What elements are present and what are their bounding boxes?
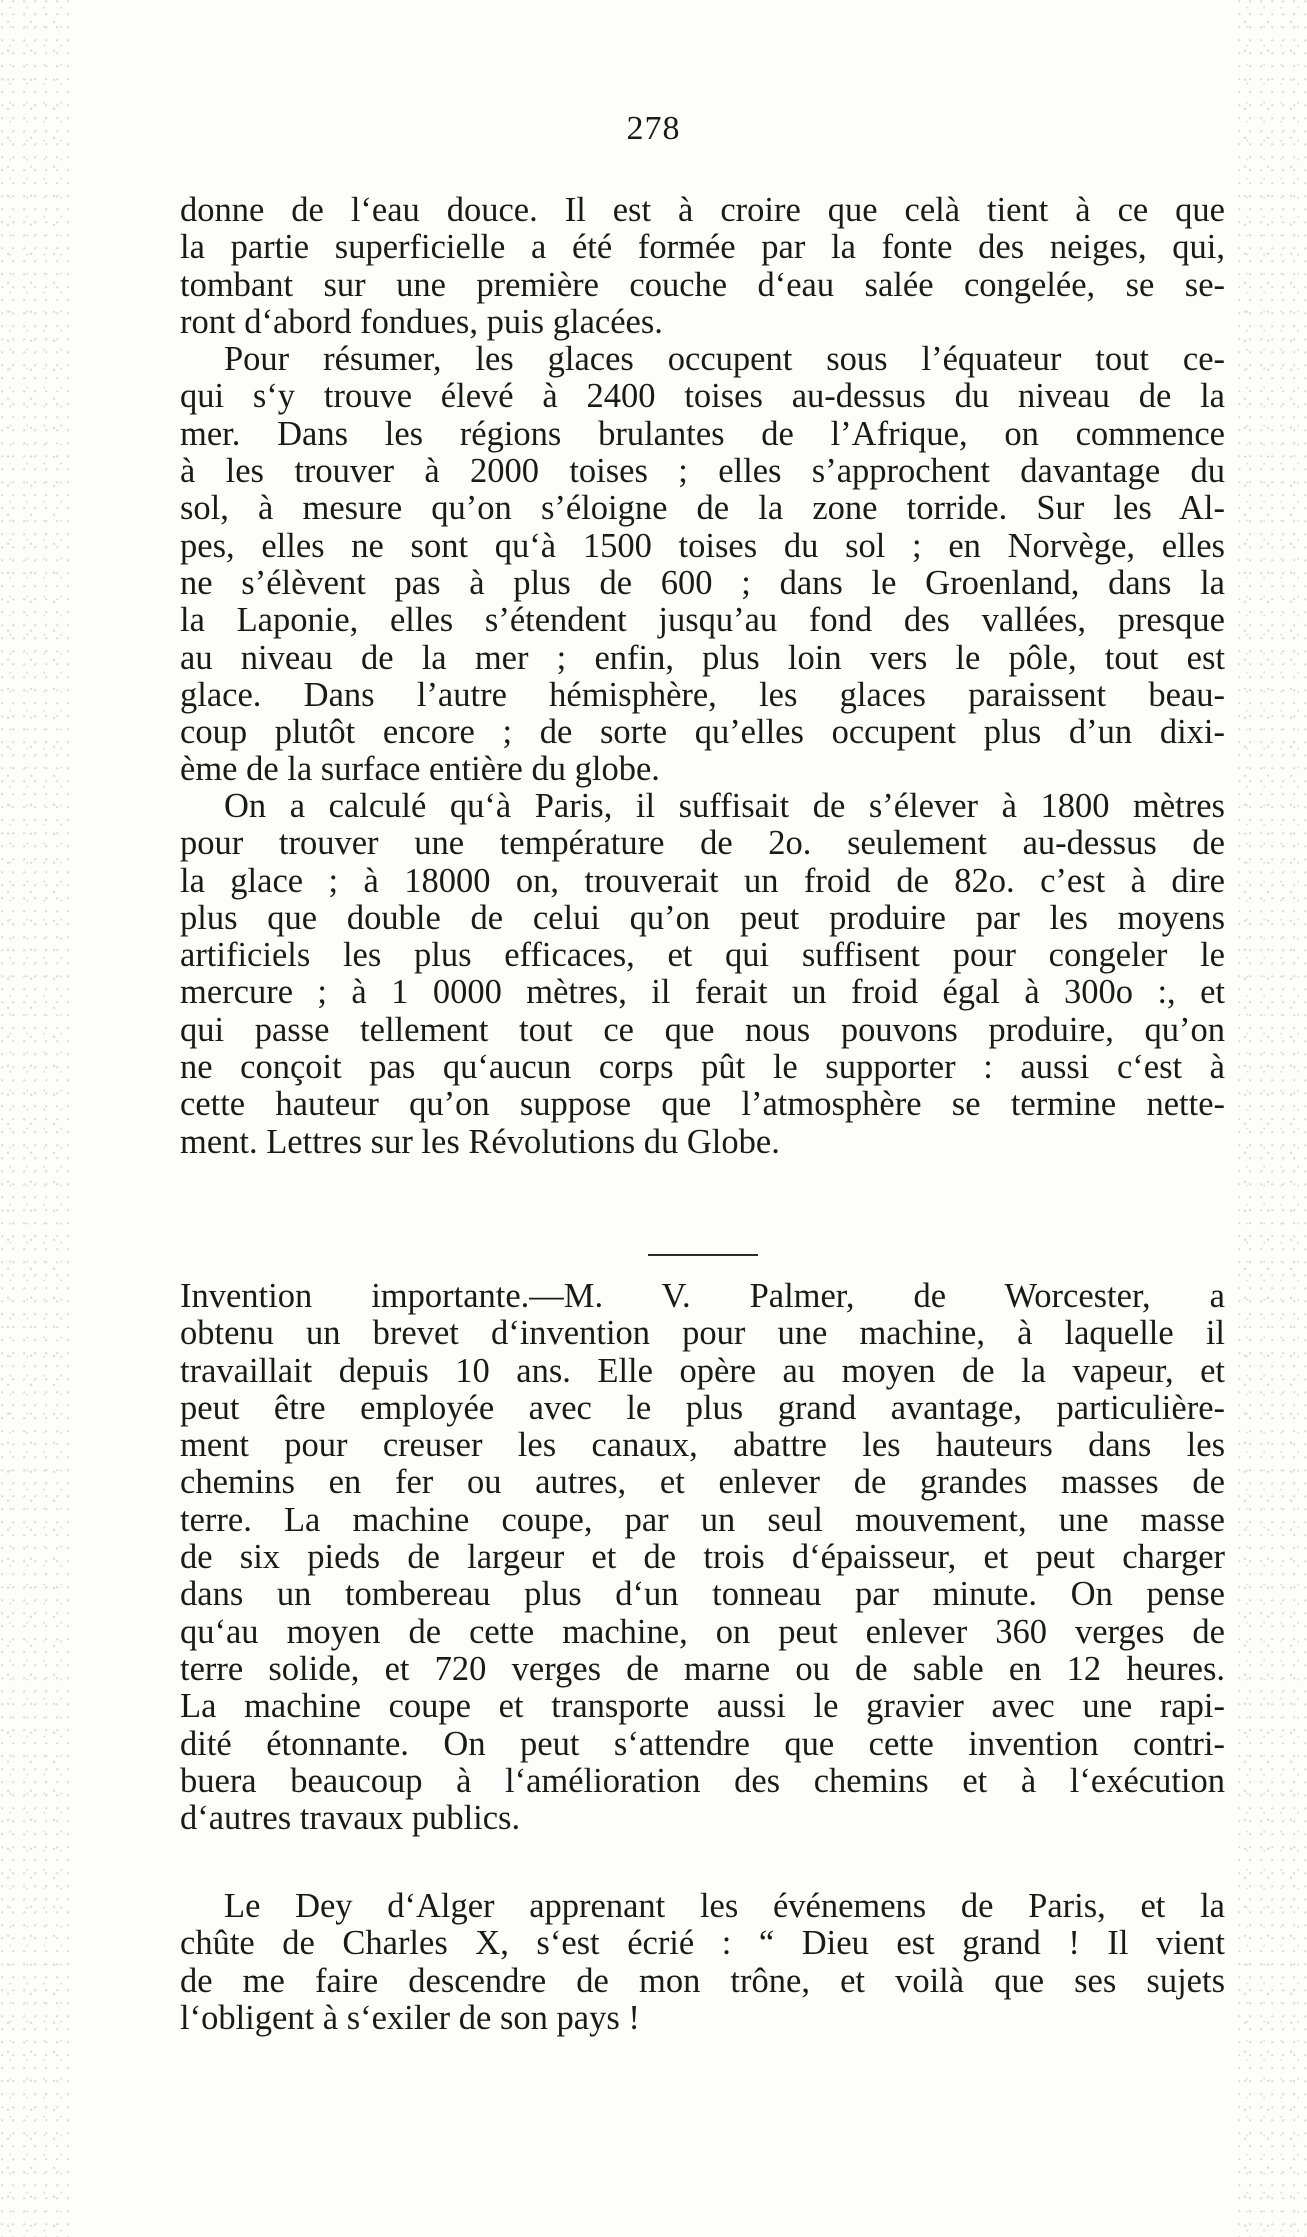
text-line: de six pieds de largeur et de trois d‘épaisseur, et peut charger — [180, 1538, 1225, 1577]
text-line: qui passe tellement tout ce que nous pouvons produire, qu’on — [180, 1010, 1225, 1049]
paragraph-glaces — [180, 192, 1225, 789]
text-line: plus que double de celui qu’on peut produire par les moyens — [180, 898, 1225, 937]
text-line: ème de la surface entière du globe. — [180, 750, 660, 789]
text-line: pes, elles ne sont qu‘à 1500 toises du sol ; en Norvège, elles — [180, 526, 1225, 565]
paragraph-invention — [180, 1278, 1225, 1837]
text-line: de me faire descendre de mon trône, et voilà que ses sujets — [180, 1961, 1225, 2000]
text-line: obtenu un brevet d‘invention pour une machine, à laquelle il — [180, 1314, 1225, 1353]
text-line: donne de l‘eau douce. Il est à croire que celà tient à ce que — [180, 191, 1225, 229]
text-line: la partie superficielle a été formée par la fonte des neiges, qui, — [180, 228, 1225, 267]
page-number: 278 — [626, 110, 681, 147]
text-line: chemins en fer ou autres, et enlever de grandes masses de — [180, 1463, 1225, 1502]
text-line: l‘obligent à s‘exiler de son pays ! — [180, 1998, 640, 2037]
paragraph-paris — [180, 788, 1225, 1161]
text-line: On a calculé qu‘à Paris, il suffisait de s’élever à 1800 mètres — [224, 787, 1225, 825]
text-line: d‘autres travaux publics. — [180, 1799, 521, 1838]
text-line: terre. La machine coupe, par un seul mouvement, une masse — [180, 1500, 1225, 1539]
text-line: coup plutôt encore ; de sorte qu’elles occupent plus d’un dixi- — [180, 713, 1225, 752]
text-line: ment. Lettres sur les Révolutions du Globe. — [180, 1122, 780, 1161]
text-line: artificiels les plus efficaces, et qui suffisent pour congeler le — [180, 936, 1225, 975]
scan-speckle-left — [0, 0, 70, 2237]
text-line: dité étonnante. On peut s‘attendre que cette invention contri- — [180, 1724, 1225, 1763]
text-line: qu‘au moyen de cette machine, on peut enlever 360 verges de — [180, 1612, 1225, 1651]
text-line: peut être employée avec le plus grand avantage, particulière- — [180, 1388, 1225, 1427]
text-line: ne conçoit pas qu‘aucun corps pût le supporter : aussi c‘est à — [180, 1048, 1225, 1087]
text-line: terre solide, et 720 verges de marne ou de sable en 12 heures. — [180, 1649, 1225, 1688]
text-line: tombant sur une première couche d‘eau salée congelée, se se- — [180, 265, 1225, 304]
text-line: à les trouver à 2000 toises ; elles s’approchent davantage du — [180, 452, 1225, 491]
text-line: Invention importante.—M. V. Palmer, de Worcester, a — [180, 1277, 1225, 1315]
text-line: ne s’élèvent pas à plus de 600 ; dans le Groenland, dans la — [180, 563, 1225, 602]
text-line: mer. Dans les régions brulantes de l’Afrique, on commence — [180, 414, 1225, 453]
text-line: cette hauteur qu’on suppose que l’atmosphère se termine nette- — [180, 1085, 1225, 1124]
text-line: ront d‘abord fondues, puis glacées. — [180, 302, 663, 341]
text-line: La machine coupe et transporte aussi le gravier avec une rapi- — [180, 1687, 1225, 1726]
text-line: chûte de Charles X, s‘est écrié : “ Dieu est grand ! Il vient — [180, 1924, 1225, 1963]
text-line: travaillait depuis 10 ans. Elle opère au moyen de la vapeur, et — [180, 1351, 1225, 1390]
text-line: Le Dey d‘Alger apprenant les événemens de Paris, et la — [224, 1887, 1225, 1925]
text-line: glace. Dans l’autre hémisphère, les glaces paraissent beau- — [180, 675, 1225, 714]
scan-speckle-right — [1237, 0, 1307, 2237]
text-line: au niveau de la mer ; enfin, plus loin vers le pôle, tout est — [180, 638, 1225, 677]
section-divider — [648, 1254, 758, 1256]
text-line: la glace ; à 18000 on, trouverait un froid de 82o. c’est à dire — [180, 861, 1225, 900]
text-line: qui s‘y trouve élevé à 2400 toises au-dessus du niveau de la — [180, 377, 1225, 416]
text-line: la Laponie, elles s’étendent jusqu’au fond des vallées, presque — [180, 601, 1225, 640]
text-line: mercure ; à 1 0000 mètres, il ferait un froid égal à 300o :, et — [180, 973, 1225, 1012]
text-line: Pour résumer, les glaces occupent sous l’équateur tout ce- — [224, 340, 1225, 379]
text-line: sol, à mesure qu’on s’éloigne de la zone torride. Sur les Al- — [180, 489, 1225, 528]
text-line: pour trouver une température de 2o. seulement au-dessus de — [180, 824, 1225, 863]
text-line: buera beaucoup à l‘amélioration des chemins et à l‘exécution — [180, 1761, 1225, 1800]
paragraph-dey-alger — [180, 1888, 1225, 2037]
text-line: dans un tombereau plus d‘un tonneau par minute. On pense — [180, 1575, 1225, 1614]
text-line: ment pour creuser les canaux, abattre les hauteurs dans les — [180, 1426, 1225, 1465]
